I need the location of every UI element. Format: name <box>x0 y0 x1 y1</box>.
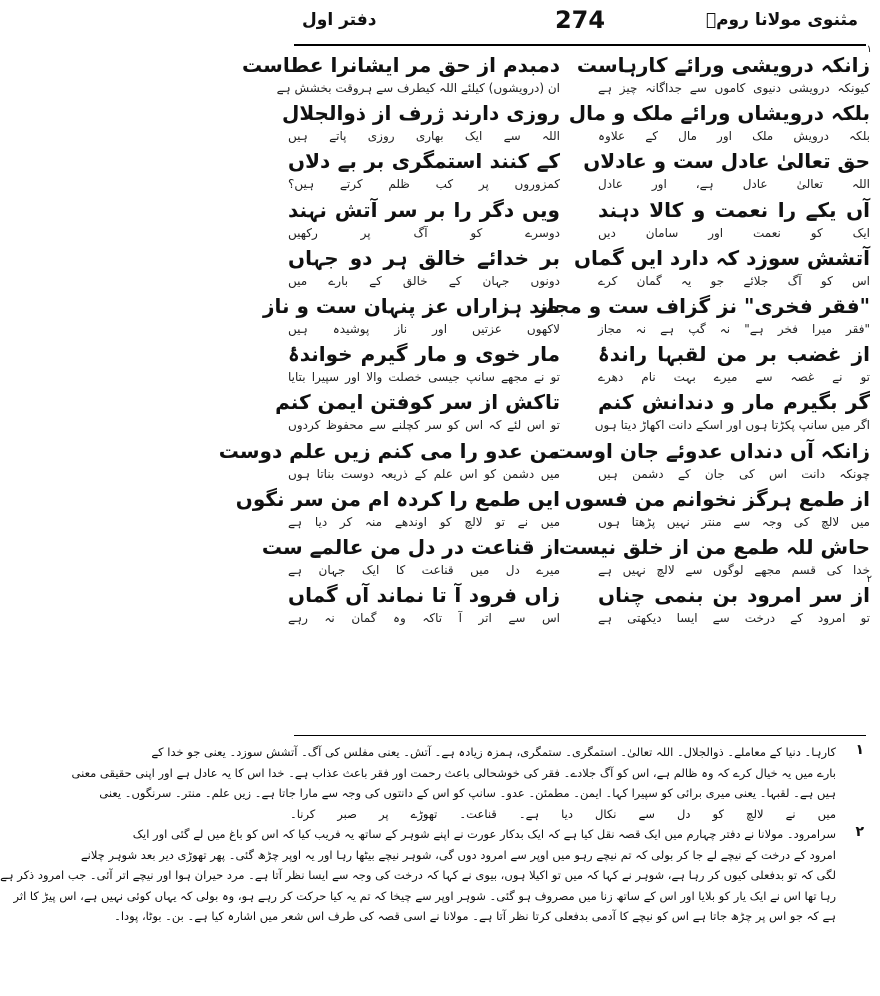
footnote-marker: ۱ <box>866 44 872 55</box>
urdu-translation: "فقر میرا فخر ہے" نہ گپ ہے نہ مجاز <box>598 321 870 336</box>
couplet <box>535 293 870 341</box>
urdu-translation: لاکھوں عزتیں اور ناز پوشیدہ ہیں <box>288 321 560 336</box>
urdu-translation: میں دشمن کو اس علم کے ذریعہ دوست بناتا ہوں <box>288 466 560 481</box>
couplet <box>598 197 870 245</box>
persian-verse: "فقر فخری" نز گزاف ست و مجاز <box>535 293 870 318</box>
couplet <box>568 100 870 148</box>
urdu-translation: اللہ سے ایک بھاری روزی پاتے ہیں <box>288 129 560 144</box>
couplet <box>235 486 560 534</box>
footnote-line: میں نے لالچ کو دل سے نکال دیا ہے۔ قناعت۔ تھوڑے پر صبر کرنا۔ <box>290 806 836 821</box>
urdu-translation: خدا کی قسم مجھے لوگوں سے لالچ نہیں ہے <box>598 562 870 577</box>
couplet <box>583 148 870 196</box>
footnote-rule <box>294 735 866 736</box>
footnote-line: سرامرود۔ مولانا نے دفتر چہارم میں ایک قصہ نقل کیا ہے کہ ایک بدکار عورت نے اپنے شوہر کے ساتھ یہ فریب کیا کہ اس کو باغ میں لے گئی اور ایک <box>132 827 836 841</box>
urdu-translation: اس کو آگ جلائے جو یہ گمان کرے <box>598 273 870 288</box>
urdu-translation: اللہ تعالیٰ عادل ہے، اور عادل <box>598 177 870 192</box>
verse-columns <box>218 44 872 728</box>
couplet <box>552 438 870 486</box>
couplet <box>558 534 870 582</box>
urdu-translation: کمزوروں پر کب ظلم کرتے ہیں؟ <box>288 177 560 192</box>
couplet <box>218 438 560 486</box>
persian-verse: دمبدم از حق مر ایشانرا عطاست <box>242 53 560 77</box>
persian-verse: تاکش از سر کوفتن ایمن کنم <box>275 390 560 415</box>
footnote-line: ہیں ہے۔ لقبہا۔ یعنی میری برائی کو سپیرا کہا۔ ایمن۔ مطمئن۔ عدو۔ سانپ کو اس کے دانتوں کی وجہ سے مارا جاتا ہے۔ زیں علم۔ منتر۔ سرنگوں۔ یعنی <box>99 786 836 800</box>
couplet <box>564 486 870 534</box>
persian-verse: حاش للہ طمع من از خلق نیست <box>558 534 870 559</box>
persian-verse: من عدو را می کنم زیں علم دوست <box>218 438 560 463</box>
couplet <box>282 100 560 148</box>
persian-verse: زانکہ آں دنداں عدوئے جان اوست <box>552 438 870 463</box>
urdu-translation: میرے دل میں قناعت کا ایک جہان ہے <box>288 562 560 577</box>
footnote-line: رہا تھا اس نے ایک یار کو بلایا اور اس کے ساتھ زنا میں مصروف ہو گئی۔ شوہر اوپر سے چیخا کہ تم یہ کیا حرکت کر رہے ہو، وہ بولی کہ یہاں کوئی نہیں ہے، اس پیڑ کا اثر <box>13 888 836 903</box>
persian-verse: کے کنند استمگری بر بے دلاں <box>288 149 560 174</box>
footnotes <box>0 742 870 927</box>
urdu-translation: چونکہ دانت اس کی جان کے دشمن ہیں <box>598 466 870 481</box>
persian-verse: از قناعت در دل من عالمے ست <box>261 534 560 559</box>
persian-verse: بلکہ درویشاں ورائے ملک و مال <box>568 101 870 126</box>
couplet <box>573 245 870 293</box>
urdu-translation: تو اس لئے کہ اس کو سر کچلنے سے محفوظ کردوں <box>288 418 560 433</box>
footnote-number: ۲ <box>855 824 864 840</box>
couplet <box>288 341 560 389</box>
urdu-translation: دوسرے کو آگ پر رکھیں <box>288 225 560 240</box>
urdu-translation: میں نے تو لالچ کو اوندھے منہ کر دیا ہے <box>288 514 560 529</box>
persian-verse: مار خوی و مار گیرم خواندۂ <box>288 342 560 367</box>
footnote-line: کارہا۔ دنیا کے معاملے۔ ذوالجلال۔ اللہ تعالیٰ۔ استمگری۔ ستمگری، ہمزہ زیادہ ہے۔ آتش۔ یعنی مفلس کی آگ۔ آتشش سوزد۔ یعنی جو خدا کے <box>151 745 836 759</box>
volume-title: دفتر اول <box>302 10 377 30</box>
page-header <box>280 0 880 44</box>
persian-verse: از سر امرود بن بنمی چناں <box>598 583 870 608</box>
couplet <box>598 341 870 389</box>
right-column <box>535 44 872 728</box>
urdu-translation: تو نے مجھے سانپ جیسی خصلت والا اور سپیرا بتایا <box>288 370 560 385</box>
couplet <box>288 245 560 293</box>
footnote-marker: ۲ <box>866 574 872 586</box>
urdu-translation: کیونکہ درویشی دنیوی کاموں سے جداگانہ چیز ہے <box>598 81 870 95</box>
persian-verse: از طمع ہرگز نخوانم من فسوں <box>564 486 870 511</box>
urdu-translation: ان (درویشوں) کیلئے اللہ کیطرف سے ہروقت بخشش ہے <box>276 81 560 95</box>
book-title: مثنوی مولانا رومؒ <box>705 10 858 30</box>
urdu-translation: ایک کو نعمت اور سامان دیں <box>598 225 870 240</box>
footnote <box>0 824 870 927</box>
persian-verse: صد ہزاراں عز پنہان ست و ناز <box>263 293 560 318</box>
urdu-translation: بلکہ درویش ملک اور مال کے علاوہ <box>598 129 870 144</box>
couplet <box>576 44 872 100</box>
persian-verse: ایں طمع را کردہ ام من سر نگوں <box>235 486 560 511</box>
couplet <box>242 52 560 100</box>
footnote-line: امرود کے درخت کے نیچے لے جا کر بولی کہ تم نیچے رہو میں اوپر سے امرود دوں گی، شوہر نیچے بیٹھا رہا اور یہ اوپر چڑھ گئی۔ پھر تھوڑی دیر بعد شوہر چلانے <box>80 847 836 862</box>
persian-verse: آں یکے را نعمت و کالا دہند <box>598 197 870 222</box>
couplet <box>275 389 560 437</box>
footnote <box>71 742 870 824</box>
footnote-line: لگی کہ تو بدفعلی کیوں کر رہا ہے، شوہر نے کہا کہ میں تو اکیلا ہوں، بیوی نے کہا کہ درخت کی وجہ سے ایسا نظر آتا ہے۔ مرد حیران ہوا اور نیچے اتر آئی۔ جب امرود ذکر ہے <box>0 868 836 882</box>
couplet <box>598 574 872 630</box>
persian-verse: گر بگیرم مار و دندانش کنم <box>598 390 870 415</box>
urdu-translation: دونوں جہان کے خالق کے بارے میں <box>288 273 560 288</box>
couplet <box>288 582 560 630</box>
footnote-line: بارے میں یہ خیال کرے کہ وہ ظالم ہے، اس کو آگ جلادے۔ فقر کی خوشحالی باعث رحمت اور فقر باعث عذاب ہے۔ خدا اس کا یہ عادل ہے اور اپنی حقیقی معنی <box>71 765 836 780</box>
left-column <box>218 52 560 728</box>
footnote-number: ۱ <box>855 742 864 758</box>
page-number: 274 <box>554 6 606 34</box>
urdu-translation: تو امرود کے درخت سے ایسا دیکھتی ہے <box>598 611 870 626</box>
couplet <box>263 293 560 341</box>
urdu-translation: اگر میں سانپ پکڑتا ہوں اور اسکے دانت اکھاڑ دیتا ہوں <box>594 418 870 433</box>
urdu-translation: تو نے غصہ سے میرے بہت نام دھرے <box>598 370 870 385</box>
couplet <box>594 389 870 437</box>
couplet <box>261 534 560 582</box>
persian-verse: حق تعالیٰ عادل ست و عادلاں <box>583 149 870 174</box>
persian-verse: ویں دگر را بر سر آتش نہند <box>288 197 560 222</box>
persian-verse: زانکہ درویشی ورائے کارہاست <box>576 53 870 77</box>
couplet <box>288 197 560 245</box>
persian-verse: روزی دارند ژرف از ذوالجلال <box>282 101 560 126</box>
persian-verse: از غضب بر من لقبہا راندۂ <box>598 342 870 367</box>
couplet <box>288 148 560 196</box>
persian-verse: زاں فرود آ تا نماند آں گماں <box>288 583 560 608</box>
footnote-line: ہے کہ جو اس پر چڑھ جاتا ہے اس کو نیچے کا آدمی بدفعلی کرتا نظر آتا ہے۔ مولانا نے اسی قصہ کی طرف اس شعر میں اشارہ کیا ہے۔ بن۔ بوٹا، پودا۔ <box>114 909 836 923</box>
persian-verse: بر خدائے خالق ہر دو جہاں <box>288 245 560 270</box>
persian-verse: آتشش سوزد کہ دارد ایں گماں <box>573 245 870 270</box>
header-rule <box>294 44 866 46</box>
urdu-translation: میں لالچ کی وجہ سے منتر نہیں پڑھتا ہوں <box>598 514 870 529</box>
urdu-translation: اس سے اتر آ تاکہ وہ گمان نہ رہے <box>288 611 560 626</box>
